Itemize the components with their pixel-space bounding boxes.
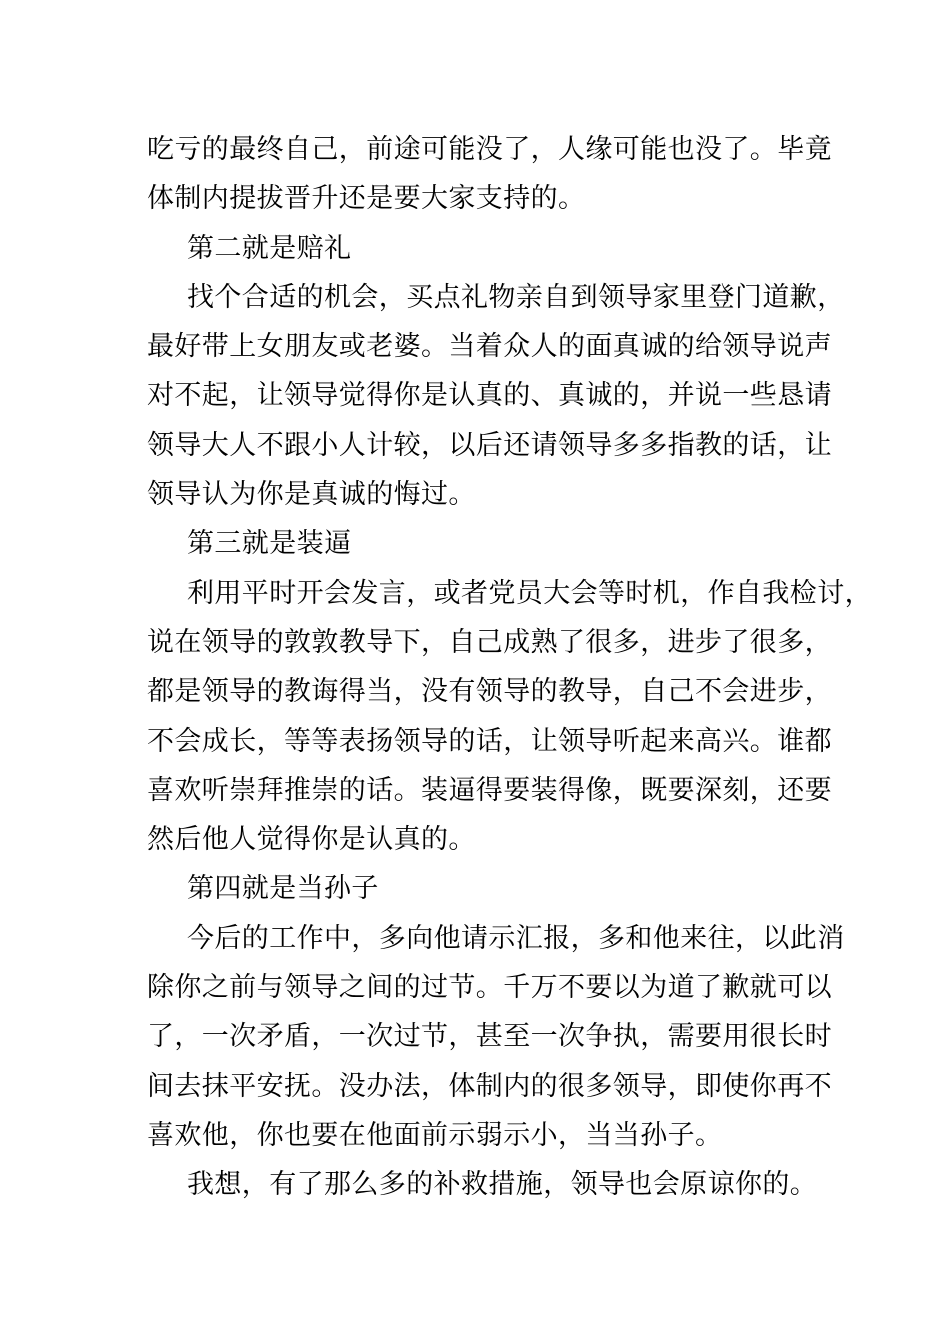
text-line: 都是领导的教诲得当，没有领导的教导，自己不会进步， bbox=[147, 676, 832, 708]
text-line: 领导认为你是真诚的悔过。 bbox=[147, 479, 476, 511]
section-heading: 第三就是装逼 bbox=[187, 528, 352, 560]
section-heading: 第二就是赔礼 bbox=[187, 232, 352, 264]
text-line: 不会成长，等等表扬领导的话，让领导听起来高兴。谁都 bbox=[147, 725, 832, 757]
document-body bbox=[147, 125, 872, 1210]
text-line: 间去抹平安抚。没办法，体制内的很多领导，即使你再不 bbox=[147, 1070, 832, 1102]
text-line: 然后他人觉得你是认真的。 bbox=[147, 824, 476, 856]
text-line: 说在领导的敦敦教导下，自己成熟了很多，进步了很多， bbox=[147, 626, 832, 658]
text-line: 利用平时开会发言，或者党员大会等时机，作自我检讨， bbox=[187, 577, 872, 609]
text-line: 吃亏的最终自己，前途可能没了，人缘可能也没了。毕竟 bbox=[147, 134, 832, 165]
text-line: 体制内提拔晋升还是要大家支持的。 bbox=[147, 183, 586, 215]
text-line: 领导大人不跟小人计较，以后还请领导多多指教的话，让 bbox=[147, 429, 832, 461]
text-line: 找个合适的机会，买点礼物亲自到领导家里登门道歉， bbox=[187, 281, 845, 313]
text-line: 对不起，让领导觉得你是认真的、真诚的，并说一些恳请 bbox=[147, 380, 832, 412]
text-line: 今后的工作中，多向他请示汇报，多和他来往，以此消 bbox=[187, 922, 845, 954]
text-line: 了，一次矛盾，一次过节，甚至一次争执，需要用很长时 bbox=[147, 1021, 832, 1053]
text-line: 我想，有了那么多的补救措施，领导也会原谅你的。 bbox=[187, 1169, 818, 1201]
text-line: 除你之前与领导之间的过节。千万不要以为道了歉就可以 bbox=[147, 972, 832, 1004]
text-line: 最好带上女朋友或老婆。当着众人的面真诚的给领导说声 bbox=[147, 331, 832, 363]
section-heading: 第四就是当孙子 bbox=[187, 873, 379, 905]
text-line: 喜欢听崇拜推崇的话。装逼得要装得像，既要深刻，还要 bbox=[147, 774, 832, 806]
text-line: 喜欢他，你也要在他面前示弱示小，当当孙子。 bbox=[147, 1119, 723, 1151]
